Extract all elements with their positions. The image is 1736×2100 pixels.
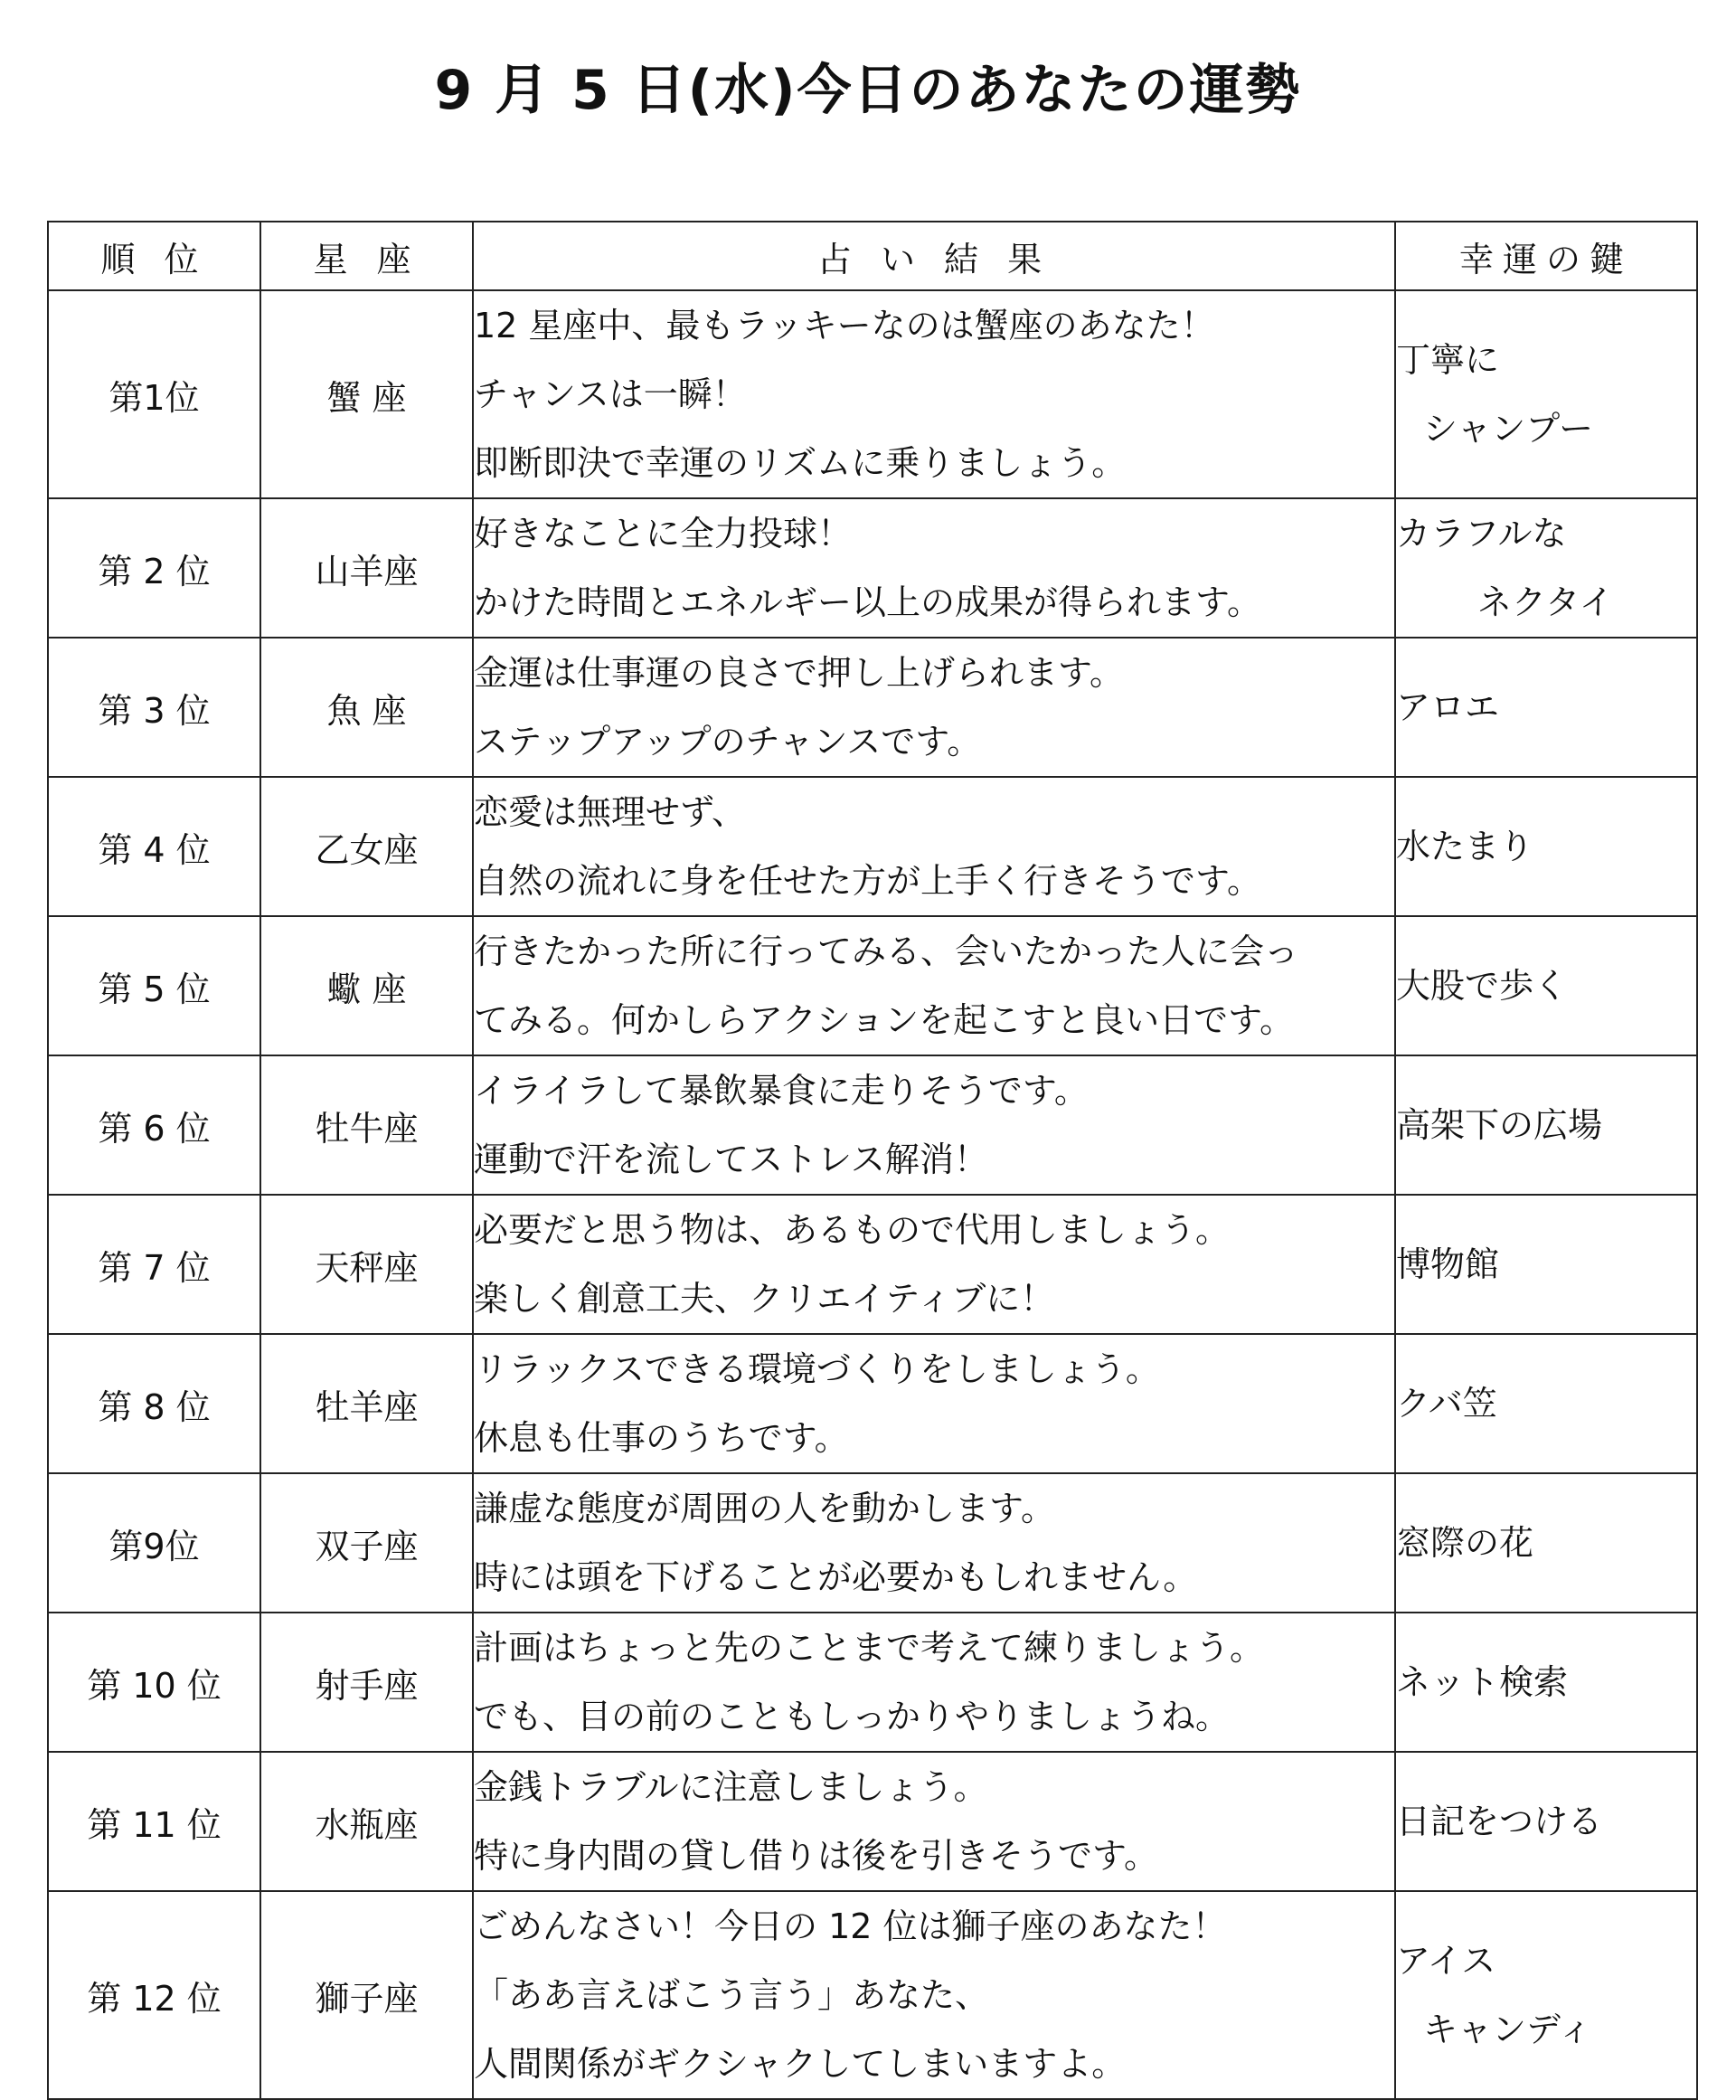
result-line: 金銭トラブルに注意しましょう。 bbox=[474, 1767, 988, 1807]
header-key: 幸運の鍵 bbox=[1395, 222, 1697, 290]
result-cell bbox=[473, 290, 1395, 498]
rank-cell: 第 11 位 bbox=[48, 1752, 260, 1891]
key-cell bbox=[1395, 777, 1697, 916]
rank-cell: 第 6 位 bbox=[48, 1055, 260, 1195]
result-cell bbox=[473, 916, 1395, 1055]
key-cell bbox=[1395, 1334, 1697, 1473]
result-line: 行きたかった所に行ってみる、会いたかった人に会っ bbox=[474, 932, 1299, 971]
result-line: 好きなことに全力投球！ bbox=[474, 514, 853, 553]
key-line: 水たまり bbox=[1396, 827, 1534, 866]
rank-cell: 第 7 位 bbox=[48, 1195, 260, 1334]
key-line: クバ笠 bbox=[1396, 1384, 1497, 1424]
table-row bbox=[48, 498, 1697, 638]
header-result: 占 い 結 果 bbox=[473, 222, 1395, 290]
result-line: 計画はちょっと先のことまで考えて練りましょう。 bbox=[474, 1628, 1265, 1668]
result-line: 人間関係がギクシャクしてしまいますよ。 bbox=[474, 2044, 1127, 2084]
result-line: かけた時間とエネルギー以上の成果が得られます。 bbox=[474, 582, 1261, 622]
result-line: 特に身内間の貸し借りは後を引きそうです。 bbox=[474, 1836, 1158, 1876]
sign-cell: 双子座 bbox=[260, 1473, 473, 1613]
table-row bbox=[48, 1473, 1697, 1613]
table-row bbox=[48, 1891, 1697, 2099]
key-cell bbox=[1395, 498, 1697, 638]
result-cell bbox=[473, 638, 1395, 777]
result-line: チャンスは一瞬！ bbox=[474, 374, 747, 414]
rank-cell: 第1位 bbox=[48, 290, 260, 498]
page-title: 9 月 5 日(水)今日のあなたの運勢 bbox=[434, 59, 1302, 122]
result-cell bbox=[473, 1473, 1395, 1613]
rank-cell: 第 12 位 bbox=[48, 1891, 260, 2099]
sign-cell: 蟹 座 bbox=[260, 290, 473, 498]
table-row bbox=[48, 1195, 1697, 1334]
table-row bbox=[48, 916, 1697, 1055]
result-line: ステップアップのチャンスです。 bbox=[474, 722, 982, 761]
key-line: アロエ bbox=[1396, 687, 1500, 727]
result-line: 自然の流れに身を任せた方が上手く行きそうです。 bbox=[474, 861, 1261, 901]
header-sign: 星 座 bbox=[260, 222, 473, 290]
result-cell bbox=[473, 1613, 1395, 1752]
key-cell bbox=[1395, 1195, 1697, 1334]
result-line: ごめんなさい！今日の 12 位は獅子座のあなた！ bbox=[474, 1906, 1227, 1946]
table-row bbox=[48, 777, 1697, 916]
key-cell bbox=[1395, 1891, 1697, 2099]
table-row bbox=[48, 1613, 1697, 1752]
fortune-table bbox=[47, 221, 1698, 2100]
rank-cell: 第 8 位 bbox=[48, 1334, 260, 1473]
result-line: 即断即決で幸運のリズムに乗りましょう。 bbox=[474, 443, 1127, 483]
result-line: 金運は仕事運の良さで押し上げられます。 bbox=[474, 653, 1124, 693]
sign-cell: 水瓶座 bbox=[260, 1752, 473, 1891]
result-line: 必要だと思う物は、あるもので代用しましょう。 bbox=[474, 1210, 1231, 1250]
sign-cell: 乙女座 bbox=[260, 777, 473, 916]
result-line: リラックスできる環境づくりをしましょう。 bbox=[474, 1349, 1160, 1389]
table-row bbox=[48, 1055, 1697, 1195]
result-line: てみる。何かしらアクションを起こすと良い日です。 bbox=[474, 1000, 1295, 1040]
key-cell bbox=[1395, 1055, 1697, 1195]
result-cell bbox=[473, 1891, 1395, 2099]
sign-cell: 山羊座 bbox=[260, 498, 473, 638]
rank-cell: 第 3 位 bbox=[48, 638, 260, 777]
sign-cell: 牡羊座 bbox=[260, 1334, 473, 1473]
table-row bbox=[48, 1334, 1697, 1473]
result-line: 謙虚な態度が周囲の人を動かします。 bbox=[474, 1489, 1055, 1528]
result-line: 恋愛は無理せず、 bbox=[474, 792, 746, 832]
key-cell bbox=[1395, 638, 1697, 777]
sign-cell: 獅子座 bbox=[260, 1891, 473, 2099]
sign-cell: 天秤座 bbox=[260, 1195, 473, 1334]
key-cell bbox=[1395, 290, 1697, 498]
result-line: でも、目の前のこともしっかりやりましょうね。 bbox=[474, 1697, 1231, 1736]
key-line: 日記をつける bbox=[1396, 1802, 1603, 1841]
sign-cell: 蠍 座 bbox=[260, 916, 473, 1055]
key-cell bbox=[1395, 916, 1697, 1055]
result-line: 時には頭を下げることが必要かもしれません。 bbox=[474, 1557, 1198, 1597]
key-line: キャンディ bbox=[1423, 2010, 1592, 2049]
result-line: 休息も仕事のうちです。 bbox=[474, 1418, 849, 1458]
key-cell bbox=[1395, 1752, 1697, 1891]
result-line: イライラして暴飲暴食に走りそうです。 bbox=[474, 1071, 1089, 1111]
result-cell bbox=[473, 1334, 1395, 1473]
key-line: アイス bbox=[1396, 1941, 1496, 1981]
key-line: 窓際の花 bbox=[1396, 1523, 1534, 1563]
rank-cell: 第 2 位 bbox=[48, 498, 260, 638]
result-line: 12 星座中、最もラッキーなのは蟹座のあなた！ bbox=[474, 306, 1215, 345]
key-line: 高架下の広場 bbox=[1396, 1105, 1603, 1145]
key-cell bbox=[1395, 1613, 1697, 1752]
header-row bbox=[48, 222, 1697, 290]
table-row bbox=[48, 638, 1697, 777]
result-cell bbox=[473, 777, 1395, 916]
result-cell bbox=[473, 1752, 1395, 1891]
result-line: 運動で汗を流してストレス解消！ bbox=[474, 1140, 988, 1179]
rank-cell: 第9位 bbox=[48, 1473, 260, 1613]
key-line: ネクタイ bbox=[1477, 582, 1614, 622]
table-row bbox=[48, 1752, 1697, 1891]
result-cell bbox=[473, 1055, 1395, 1195]
key-line: 博物館 bbox=[1396, 1244, 1500, 1284]
result-line: 「ああ言えばこう言う」あなた、 bbox=[474, 1975, 990, 2015]
key-cell bbox=[1395, 1473, 1697, 1613]
key-line: カラフルな bbox=[1396, 514, 1567, 553]
table-row bbox=[48, 290, 1697, 498]
header-rank: 順 位 bbox=[48, 222, 260, 290]
key-line: 大股で歩く bbox=[1396, 966, 1569, 1006]
key-line: ネット検索 bbox=[1396, 1662, 1569, 1702]
rank-cell: 第 5 位 bbox=[48, 916, 260, 1055]
result-cell bbox=[473, 498, 1395, 638]
result-line: 楽しく創意工夫、クリエイティブに！ bbox=[474, 1279, 1055, 1319]
key-line: 丁寧に bbox=[1396, 340, 1500, 380]
sign-cell: 魚 座 bbox=[260, 638, 473, 777]
rank-cell: 第 10 位 bbox=[48, 1613, 260, 1752]
key-line: シャンプー bbox=[1423, 409, 1594, 449]
sign-cell: 射手座 bbox=[260, 1613, 473, 1752]
result-cell bbox=[473, 1195, 1395, 1334]
rank-cell: 第 4 位 bbox=[48, 777, 260, 916]
sign-cell: 牡牛座 bbox=[260, 1055, 473, 1195]
